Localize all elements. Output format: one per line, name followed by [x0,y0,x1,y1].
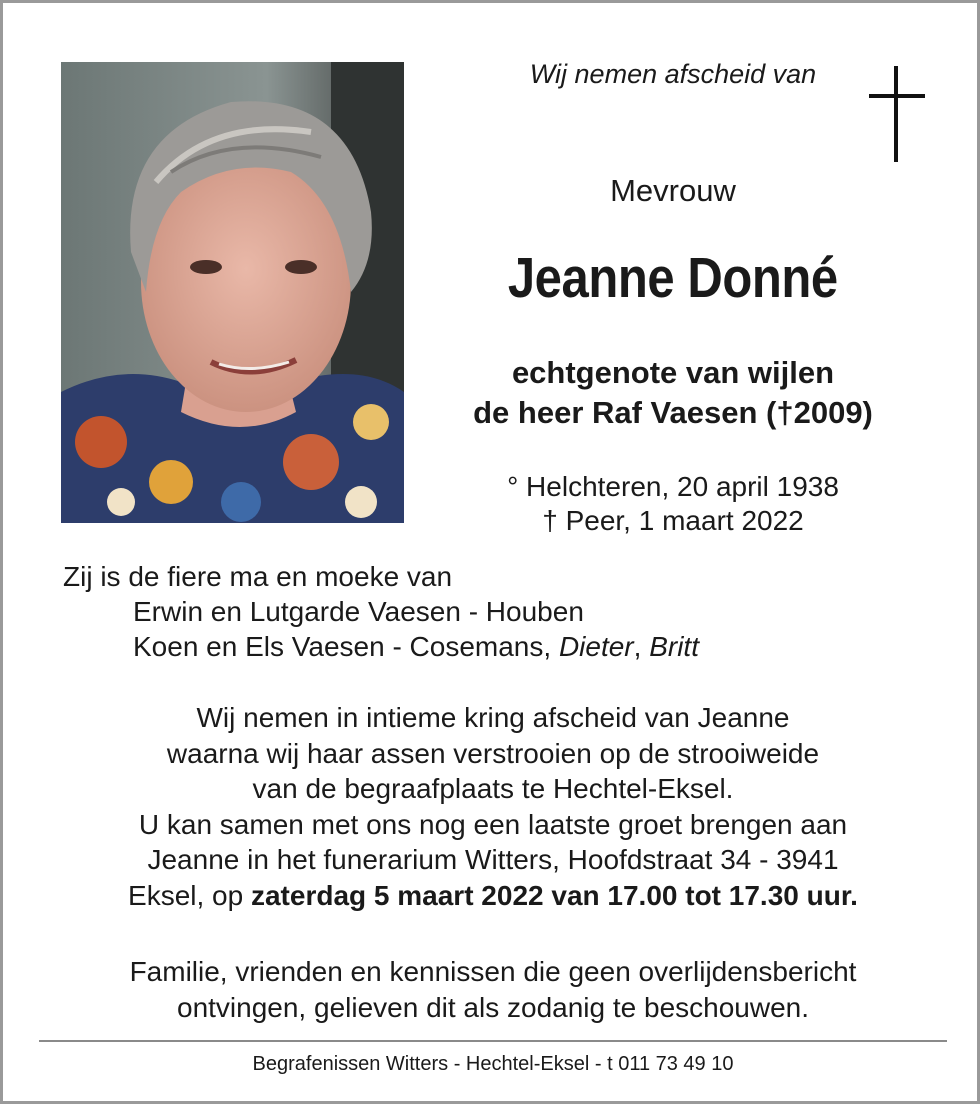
notice-line-2: waarna wij haar assen verstrooien op de strooiweide [166,737,820,769]
closing-line-2: ontvingen, gelieven dit als zodanig te beschouwen. [177,991,809,1023]
grandchild-separator: , [633,631,650,662]
family-intro: Zij is de fiere ma en moeke van [63,561,453,592]
life-dates [423,470,923,538]
death-date: † Peer, 1 maart 2022 [542,505,804,536]
closing-line-1: Familie, vrienden en kennissen die geen overlijdensbericht [129,956,857,987]
spouse-line-2: de heer Raf Vaesen (†2009) [473,395,873,430]
portrait-illustration [61,62,404,523]
family-line-1: Erwin en Lutgarde Vaesen - Houben [133,596,584,627]
family-line-2 [63,629,923,664]
footer-divider [39,1040,947,1042]
visitation-time: zaterdag 5 maart 2022 van 17.00 tot 17.30 uur. [250,879,858,911]
notice-line-1: Wij nemen in intieme kring afscheid van Jeanne [196,702,790,733]
ceremony-notice [43,700,943,913]
notice-line-3: van de begraafplaats te Hechtel-Eksel. [252,773,734,804]
family-section [63,559,923,664]
notice-line-5: Jeanne in het funerarium Witters, Hoofdstraat 34 - 3941 [147,844,839,875]
grandchild-dieter: Dieter [558,631,634,662]
closing-text [43,954,943,1025]
title-word: Mevrouw [610,173,736,208]
birth-date: ° Helchteren, 20 april 1938 [507,471,839,502]
deceased-name: Jeanne Donné [508,246,838,310]
notice-line-6 [43,878,943,914]
name-wrap [423,245,923,311]
intro-text: Wij nemen afscheid van [529,59,817,89]
notice-line-4: U kan samen met ons nog een laatste groet brengen aan [138,808,848,840]
family-line-2-main: Koen en Els Vaesen - Cosemans, [133,631,559,662]
funeral-home-footer: Begrafenissen Witters - Hechtel-Eksel - t 011 73 49 10 [252,1053,734,1075]
spouse-info [423,353,923,433]
grandchild-britt: Britt [649,631,699,662]
portrait-photo [61,62,404,523]
notice-line-6-prefix: Eksel, op [128,879,251,911]
spouse-line-1: echtgenote van wijlen [511,355,835,390]
